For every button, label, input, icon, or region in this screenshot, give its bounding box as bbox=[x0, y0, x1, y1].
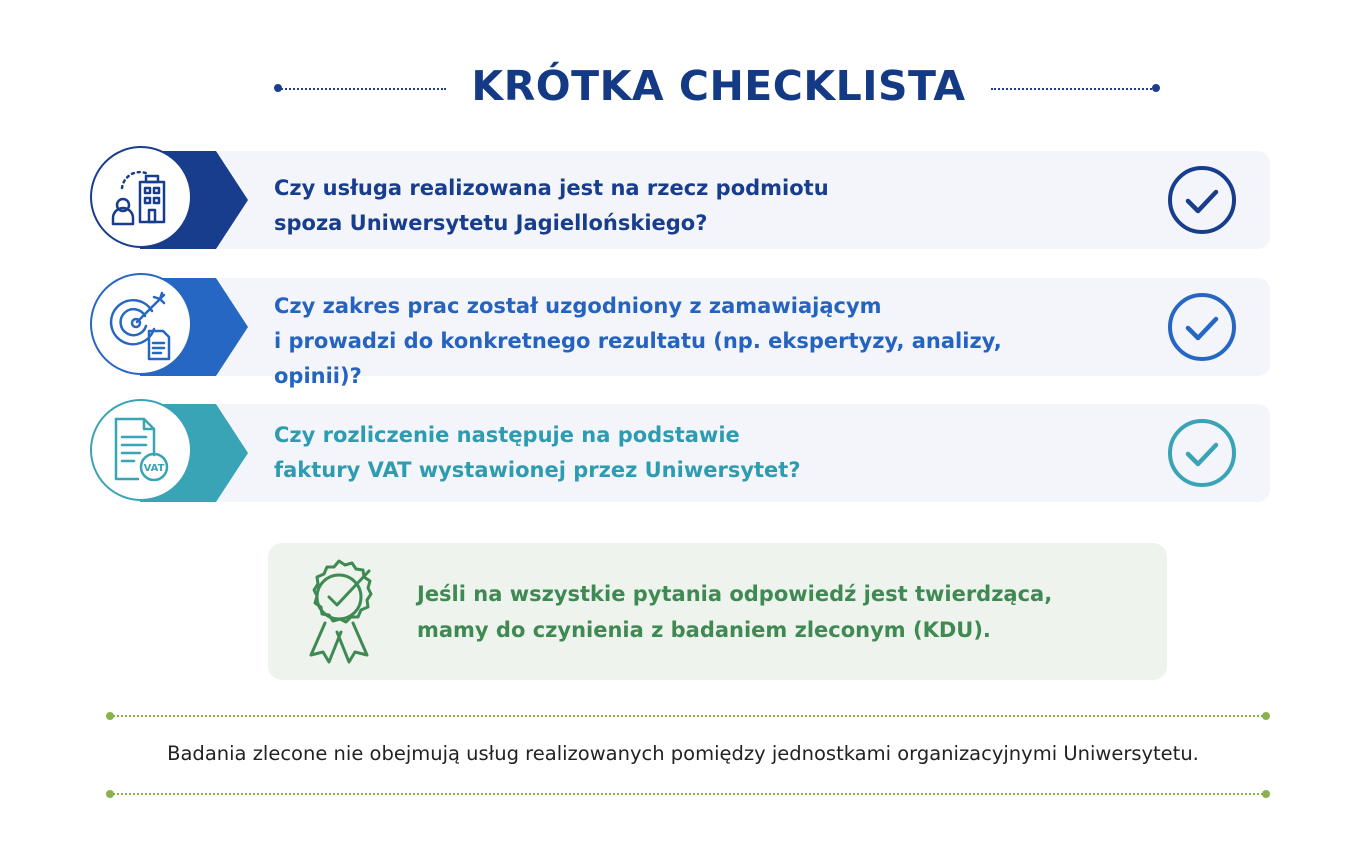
title-divider-left bbox=[278, 88, 446, 90]
question-line: i prowadzi do konkretnego rezultatu (np. ekspertyzy, analizy, bbox=[274, 329, 1002, 353]
summary-box bbox=[268, 543, 1167, 680]
checklist-item-3 bbox=[90, 403, 1270, 503]
question-line: Czy rozliczenie następuje na podstawie bbox=[274, 423, 740, 447]
footer-divider-bottom bbox=[110, 793, 1266, 795]
footnote: Badania zlecone nie obejmują usług realizowanych pomiędzy jednostkami organizacyjnymi Uniwersytetu. bbox=[167, 742, 1199, 765]
question-line: opinii)? bbox=[274, 364, 362, 388]
checklist-item-1 bbox=[90, 150, 1270, 250]
check-circle-icon bbox=[1167, 292, 1237, 362]
title-row bbox=[0, 62, 1366, 112]
title-divider-right bbox=[991, 88, 1159, 90]
question-text bbox=[274, 289, 1074, 394]
summary-line: Jeśli na wszystkie pytania odpowiedź jest twierdząca, bbox=[417, 582, 1053, 606]
page-title: KRÓTKA CHECKLISTA bbox=[471, 62, 966, 110]
svg-text:VAT: VAT bbox=[143, 463, 165, 474]
check-circle-icon bbox=[1167, 165, 1237, 235]
footer-divider-top bbox=[110, 715, 1266, 717]
title-dot-right bbox=[1152, 84, 1160, 92]
vat-invoice-icon bbox=[90, 399, 192, 501]
footer-divider-dot bbox=[1262, 712, 1270, 720]
checklist-item-2 bbox=[90, 277, 1270, 388]
summary-line: mamy do czynienia z badaniem zleconym (KDU). bbox=[417, 618, 991, 642]
question-line: Czy usługa realizowana jest na rzecz podmiotu bbox=[274, 176, 829, 200]
award-badge-icon bbox=[301, 557, 385, 665]
check-circle-icon bbox=[1167, 418, 1237, 488]
footer-divider-dot bbox=[1262, 790, 1270, 798]
question-line: spoza Uniwersytetu Jagiellońskiego? bbox=[274, 211, 708, 235]
summary-text bbox=[417, 576, 1052, 648]
target-document-icon bbox=[90, 273, 192, 375]
question-line: Czy zakres prac został uzgodniony z zamawiającym bbox=[274, 294, 882, 318]
question-line: faktury VAT wystawionej przez Uniwersytet? bbox=[274, 458, 801, 482]
person-building-icon bbox=[90, 146, 192, 248]
question-text bbox=[274, 418, 1074, 488]
question-text bbox=[274, 171, 1074, 241]
